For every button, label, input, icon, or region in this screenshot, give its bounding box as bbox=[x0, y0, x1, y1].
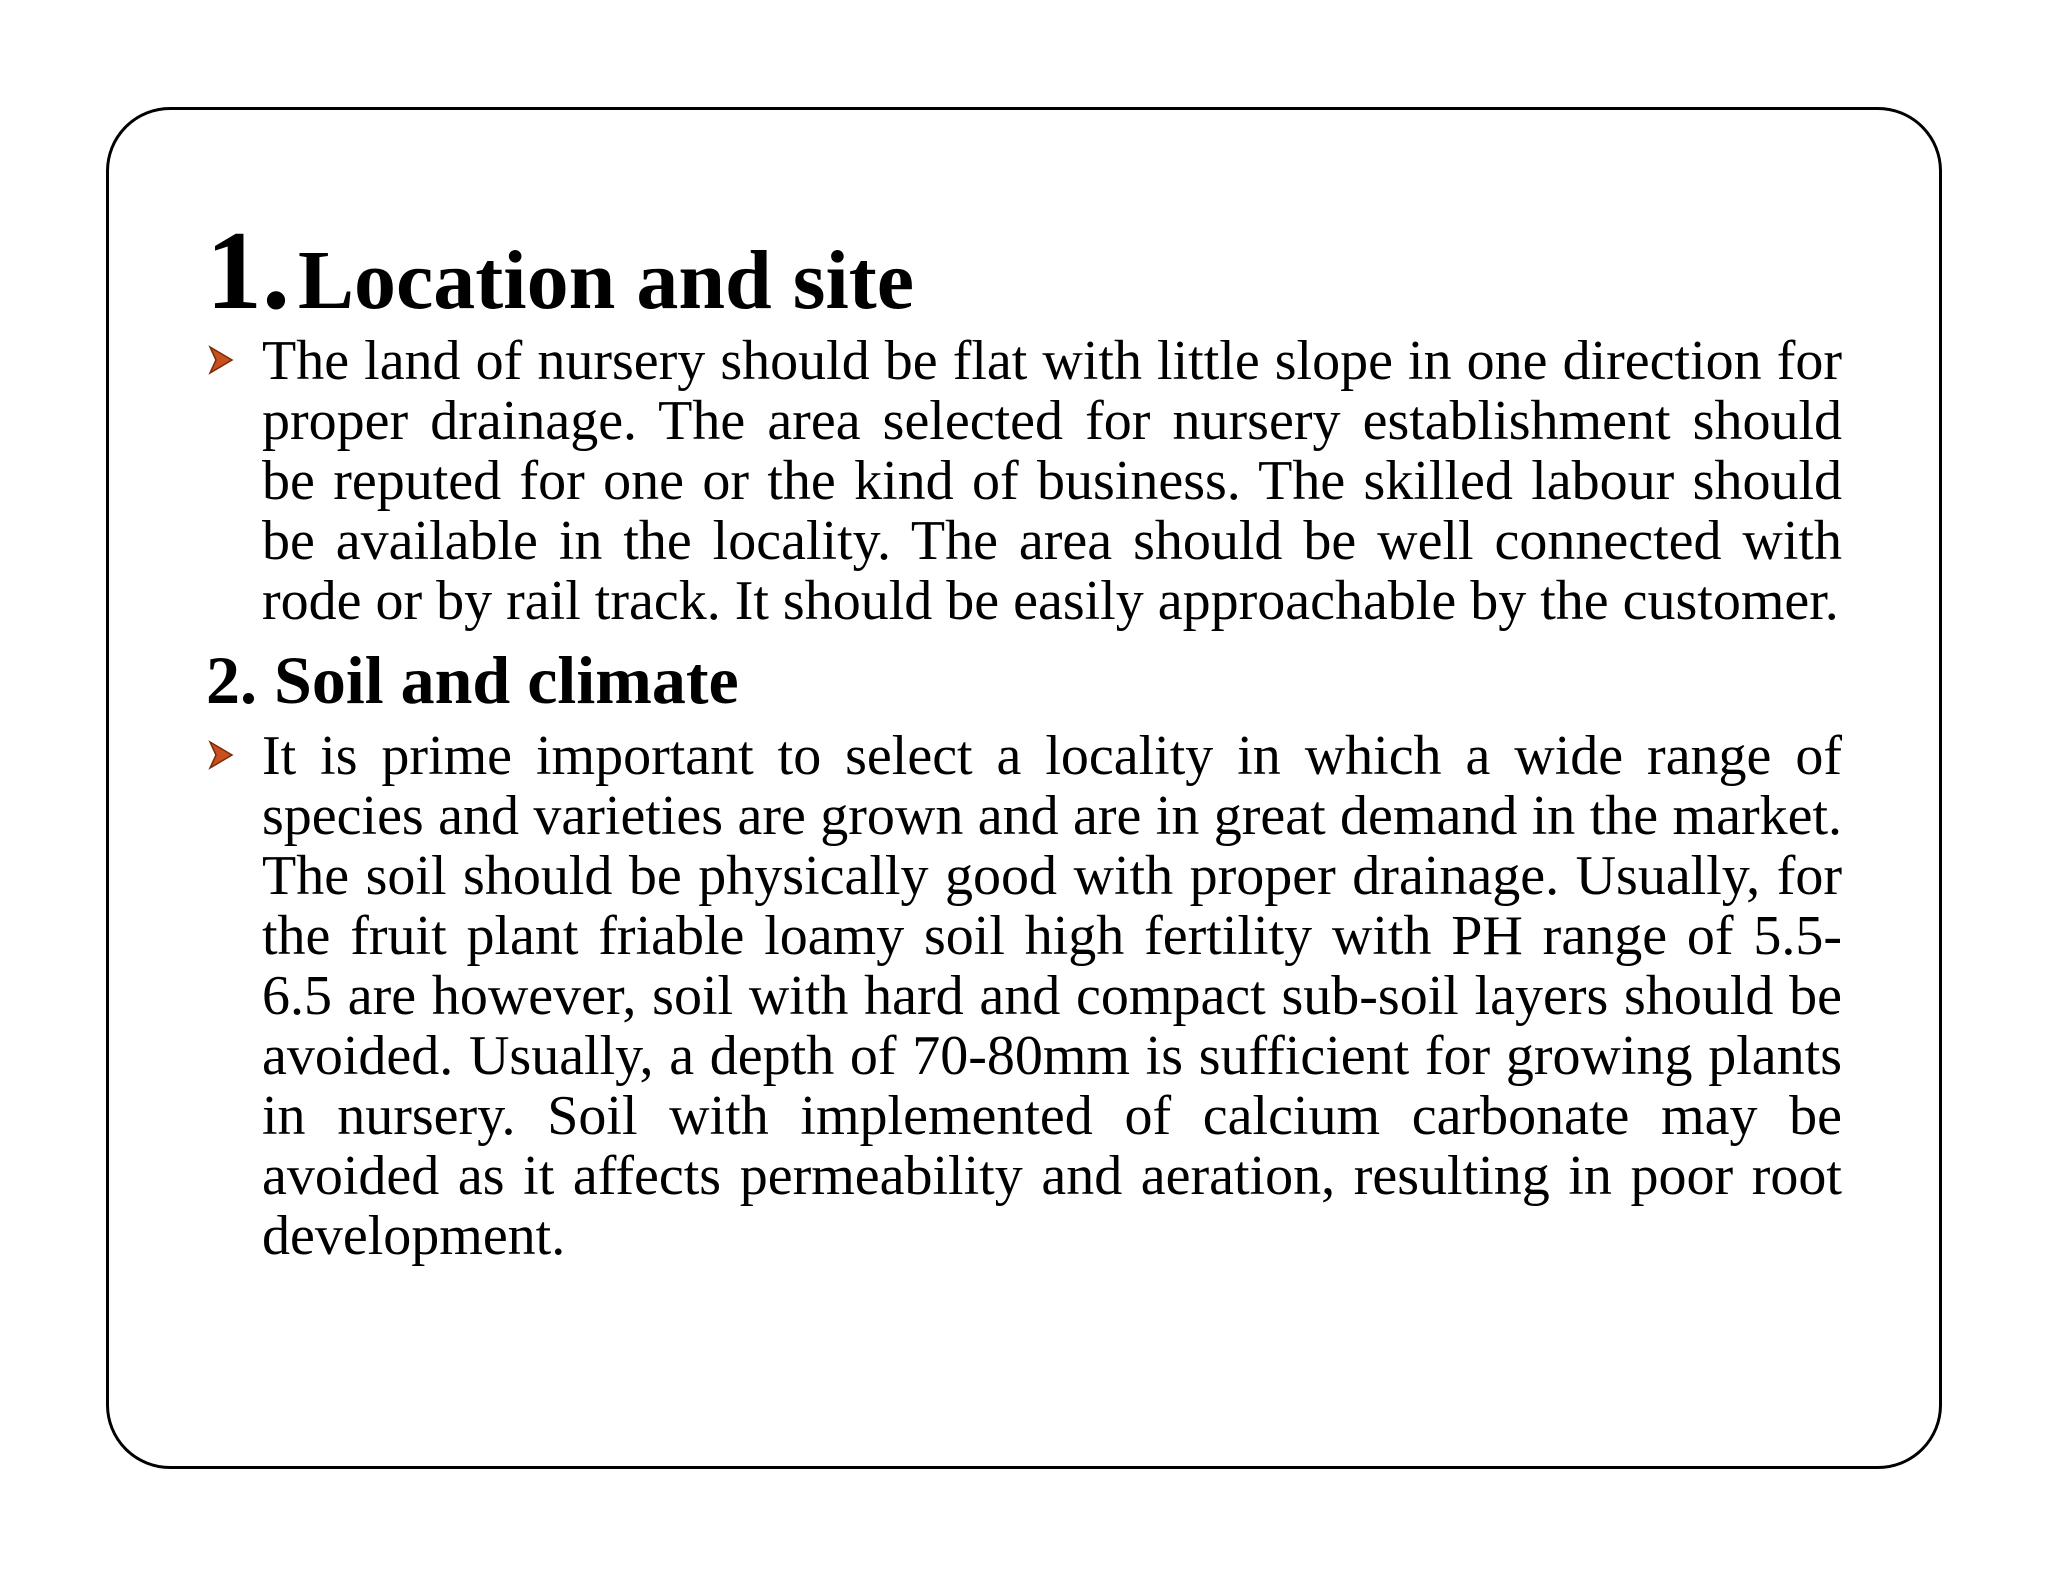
slide-content bbox=[206, 209, 1842, 1268]
section-1-number: 1. bbox=[206, 209, 290, 333]
section-1-bullet bbox=[206, 331, 1842, 631]
section-2-number: 2. bbox=[206, 642, 257, 718]
section-1-paragraph: The land of nursery should be flat with little slope in one direction for proper drainage. The area selected for nursery establishment should be reputed for one or the kind of business. The skilled labour should be available in the locality. The area should be well connected with rode or by rail track. It should be easily approachable by the customer. bbox=[262, 330, 1842, 632]
section-2-title: Soil and climate bbox=[274, 642, 739, 718]
section-2-paragraph: It is prime important to select a locality in which a wide range of species and varieties are grown and are in great demand in the market. The soil should be physically good with proper drainage. Usually, for the fruit plant friable loamy soil high fertility with PH range of 5.5-6.5 are however, soil with hard and compact sub-soil layers should be avoided. Usually, a depth of 70-80mm is sufficient for growing plants in nursery. Soil with implemented of calcium carbonate may be avoided as it affects permeability and aeration, resulting in poor root development. bbox=[262, 725, 1842, 1268]
section-2-heading bbox=[206, 642, 1842, 718]
section-1-heading bbox=[206, 209, 1842, 333]
arrow-bullet-icon bbox=[208, 345, 234, 375]
section-1-title: Location and site bbox=[298, 234, 915, 327]
section-2-bullet bbox=[206, 726, 1842, 1266]
arrow-bullet-icon bbox=[208, 740, 234, 770]
